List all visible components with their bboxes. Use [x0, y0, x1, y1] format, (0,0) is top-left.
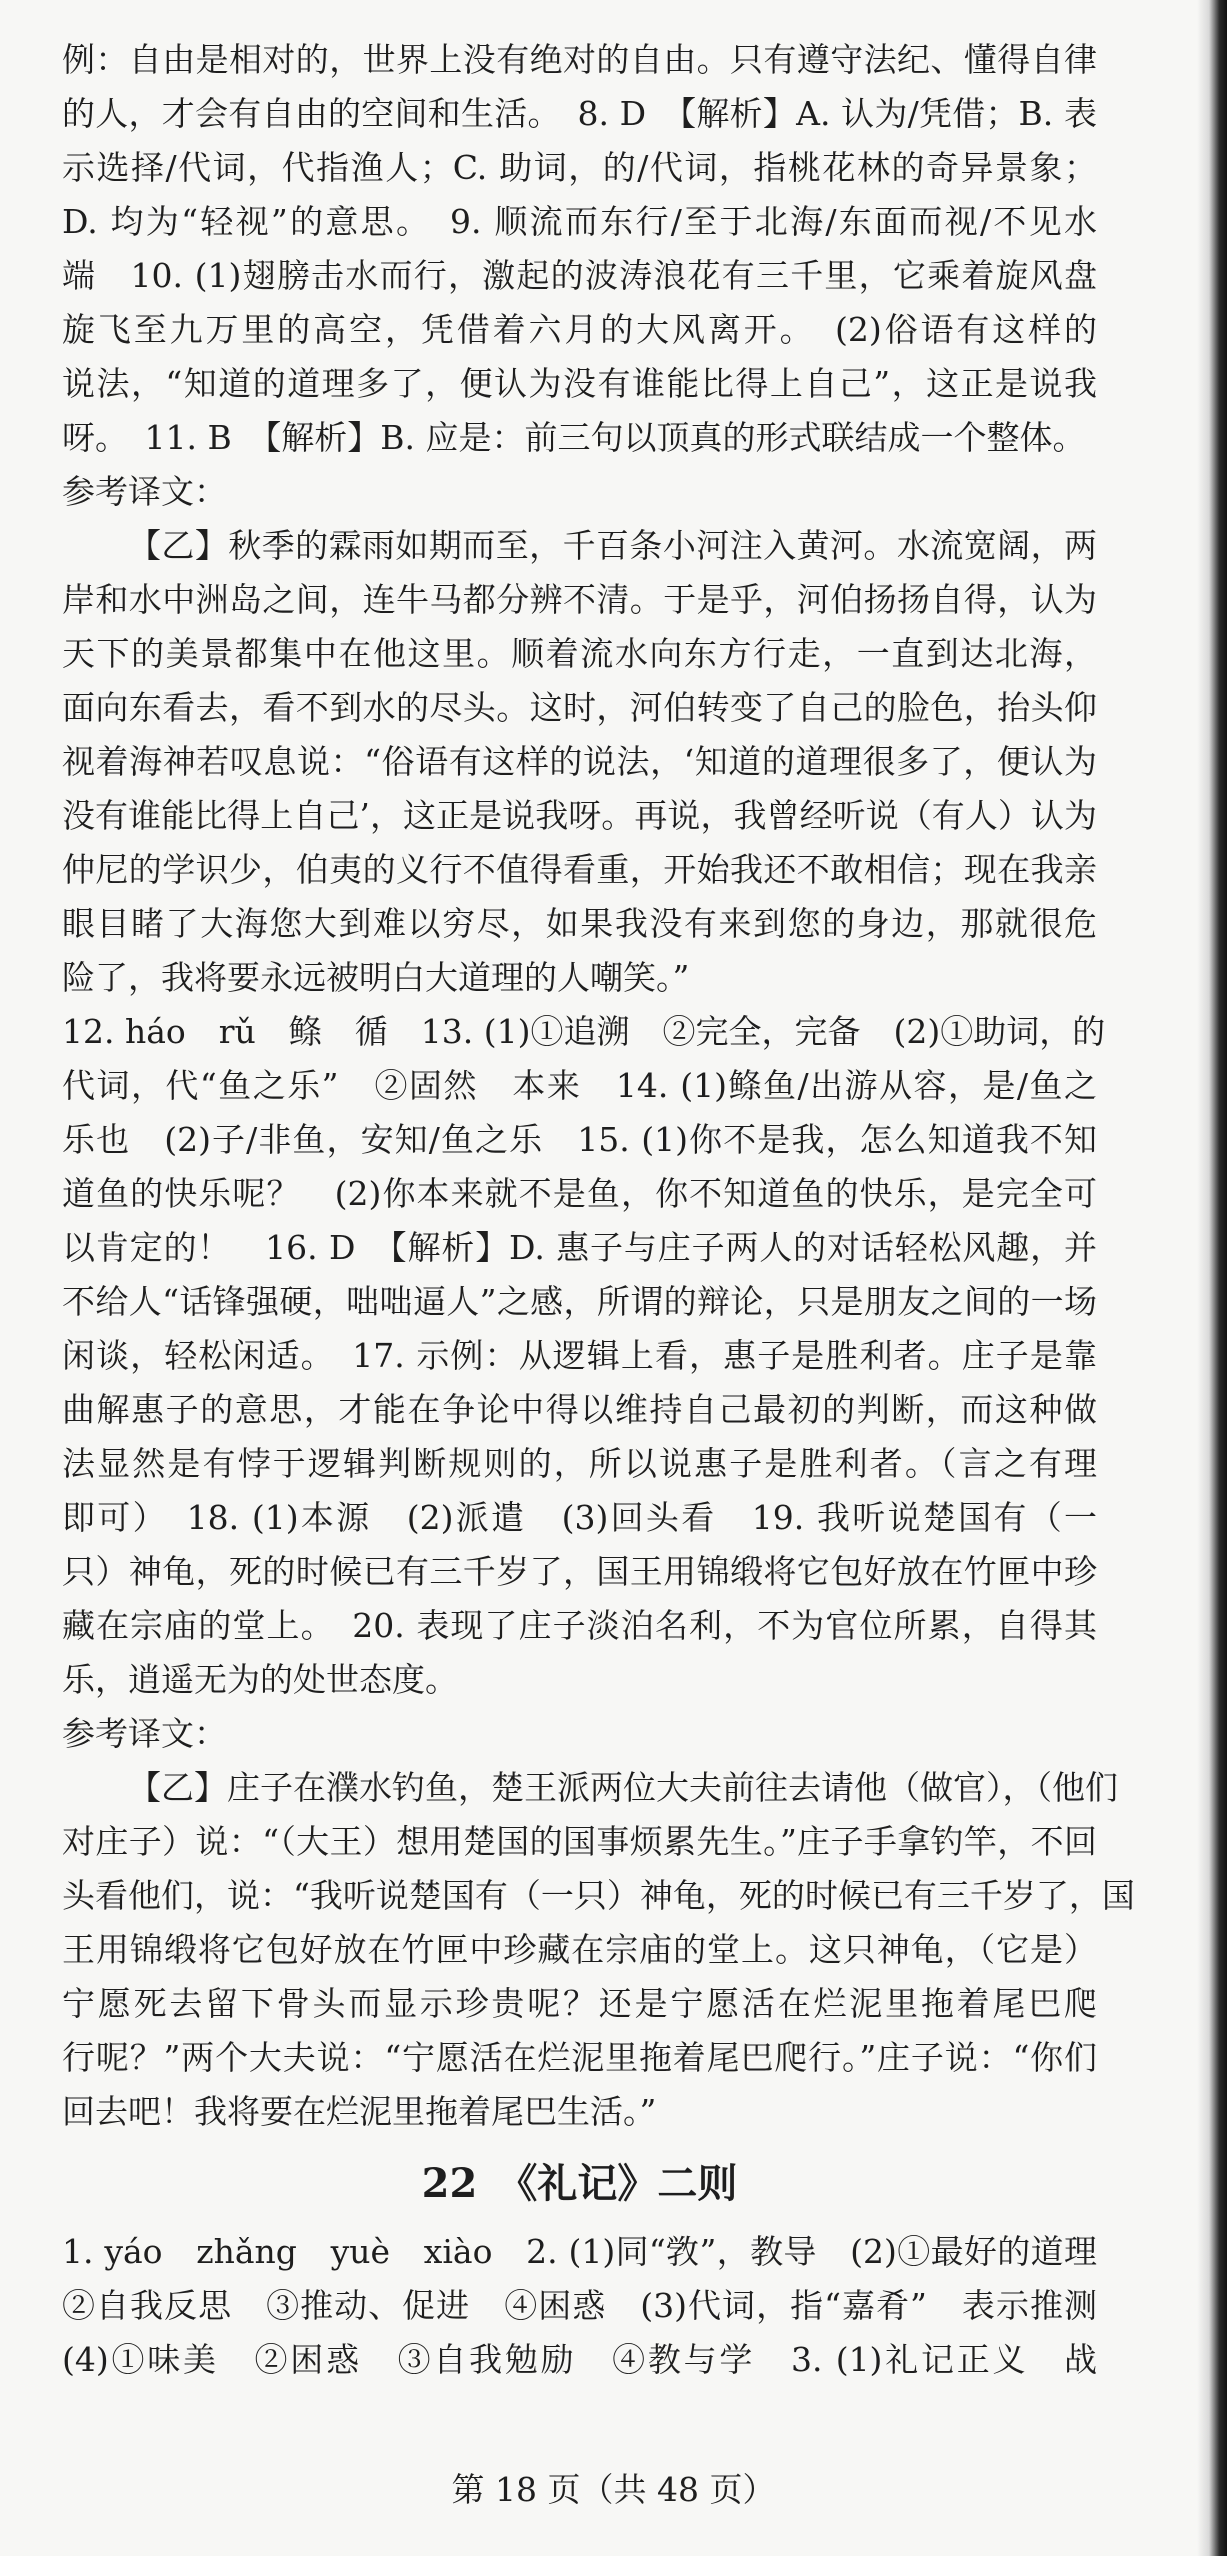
text-line: 没有谁能比得上自己’，这正是说我呀。再说，我曾经听说（有人）认为 [62, 796, 1097, 835]
text-line: 【乙】庄子在濮水钓鱼，楚王派两位大夫前往去请他（做官），（他们 [128, 1768, 1118, 1807]
text-line: 王用锦缎将它包好放在竹匣中珍藏在宗庙的堂上。这只神龟，（它是） [62, 1930, 1097, 1969]
text-line: 不给人“话锋强硬，咄咄逼人”之感，所谓的辩论，只是朋友之间的一场 [62, 1282, 1097, 1321]
translation-passage-2 [62, 1762, 1135, 2140]
text-line: 以肯定的！ 16. D 【解析】D. 惠子与庄子两人的对话轻松风趣，并 [62, 1228, 1097, 1267]
text-line: 藏在宗庙的堂上。 20. 表现了庄子淡泊名利，不为官位所累，自得其 [62, 1606, 1097, 1645]
page-edge-shadow [1197, 0, 1227, 2556]
text-line: 示选择/代词，代指渔人；C. 助词，的/代词，指桃花林的奇异景象； [62, 148, 1097, 187]
text-line: 仲尼的学识少，伯夷的义行不值得看重，开始我还不敢相信；现在我亲 [62, 850, 1097, 889]
text-line: 乐也 (2)子/非鱼，安知/鱼之乐 15. (1)你不是我，怎么知道我不知 [62, 1120, 1097, 1159]
reference-translation-label: 参考译文： [62, 1714, 227, 1753]
text-line: 面向东看去，看不到水的尽头。这时，河伯转变了自己的脸色，抬头仰 [62, 688, 1097, 727]
text-line: 天下的美景都集中在他这里。顺着流水向东方行走，一直到达北海， [62, 634, 1097, 673]
text-line: 即可） 18. (1)本源 (2)派遣 (3)回头看 19. 我听说楚国有（一 [62, 1498, 1097, 1537]
text-line: D. 均为“轻视”的意思。 9. 顺流而东行/至于北海/东面而视/不见水 [62, 202, 1097, 241]
answers-12-20 [62, 1006, 1106, 1708]
text-line: 回去吧！我将要在烂泥里拖着尾巴生活。” [62, 2092, 657, 2131]
text-line: 眼目睹了大海您大到难以穷尽，如果我没有来到您的身边，那就很危 [62, 904, 1097, 943]
text-line: 旋飞至九万里的高空，凭借着六月的大风离开。 (2)俗语有这样的 [62, 310, 1097, 349]
reference-translation-label: 参考译文： [62, 472, 227, 511]
text-line: 法显然是有悖于逻辑判断规则的，所以说惠子是胜利者。（言之有理 [62, 1444, 1097, 1483]
answers-8-11 [62, 34, 1097, 466]
answer-text [62, 34, 1135, 2388]
text-line: 闲谈，轻松闲适。 17. 示例：从逻辑上看，惠子是胜利者。庄子是靠 [62, 1336, 1097, 1375]
text-line: 的人，才会有自由的空间和生活。 8. D 【解析】A. 认为/凭借；B. 表 [62, 94, 1097, 133]
text-line: 端 10. (1)翅膀击水而行，激起的波涛浪花有三千里，它乘着旋风盘 [62, 256, 1097, 295]
text-line: 1. yáo zhǎng yuè xiào 2. (1)同“敩”，教导 (2)①最好的道理 [62, 2232, 1097, 2271]
text-line: 呀。 11. B 【解析】B. 应是：前三句以顶真的形式联结成一个整体。 [62, 418, 1086, 457]
answers-section-22 [62, 2226, 1097, 2388]
text-line: 宁愿死去留下骨头而显示珍贵呢？还是宁愿活在烂泥里拖着尾巴爬 [62, 1984, 1097, 2023]
text-line: 曲解惠子的意思，才能在争论中得以维持自己最初的判断，而这种做 [62, 1390, 1097, 1429]
text-line: 岸和水中洲岛之间，连牛马都分辨不清。于是乎，河伯扬扬自得，认为 [62, 580, 1097, 619]
text-line: 视着海神若叹息说：“俗语有这样的说法，‘知道的道理很多了，便认为 [62, 742, 1097, 781]
text-line: (4)①味美 ②困惑 ③自我勉励 ④教与学 3. (1)礼记正义 战 [62, 2340, 1097, 2379]
section-title: 22 《礼记》二则 [421, 2160, 738, 2207]
text-line: 说法，“知道的道理多了，便认为没有谁能比得上自己”，这正是说我 [62, 364, 1097, 403]
translation-passage-1 [62, 520, 1097, 1006]
text-line: 代词，代“鱼之乐” ②固然 本来 14. (1)鲦鱼/出游从容，是/鱼之 [62, 1066, 1097, 1105]
text-line: 头看他们，说：“我听说楚国有（一只）神龟，死的时候已有三千岁了，国 [62, 1876, 1135, 1915]
text-line: 对庄子）说：“（大王）想用楚国的国事烦累先生。”庄子手拿钓竿，不回 [62, 1822, 1097, 1861]
text-line: ②自我反思 ③推动、促进 ④困惑 (3)代词，指“嘉肴” 表示推测 [62, 2286, 1097, 2325]
text-line: 乐，逍遥无为的处世态度。 [62, 1660, 458, 1699]
text-line: 例：自由是相对的，世界上没有绝对的自由。只有遵守法纪、懂得自律 [62, 40, 1097, 79]
text-line: 12. háo rǔ 鲦 循 13. (1)①追溯 ②完全，完备 (2)①助词，的 [62, 1012, 1106, 1051]
text-line: 道鱼的快乐呢？ (2)你本来就不是鱼，你不知道鱼的快乐，是完全可 [62, 1174, 1097, 1213]
text-line: 【乙】秋季的霖雨如期而至，千百条小河注入黄河。水流宽阔，两 [128, 526, 1097, 565]
text-line: 只）神龟，死的时候已有三千岁了，国王用锦缎将它包好放在竹匣中珍 [62, 1552, 1097, 1591]
text-line: 行呢？”两个大夫说：“宁愿活在烂泥里拖着尾巴爬行。”庄子说：“你们 [62, 2038, 1097, 2077]
page-number: 第 18 页（共 48 页） [451, 2470, 776, 2509]
text-line: 险了，我将要永远被明白大道理的人嘲笑。” [62, 958, 690, 997]
